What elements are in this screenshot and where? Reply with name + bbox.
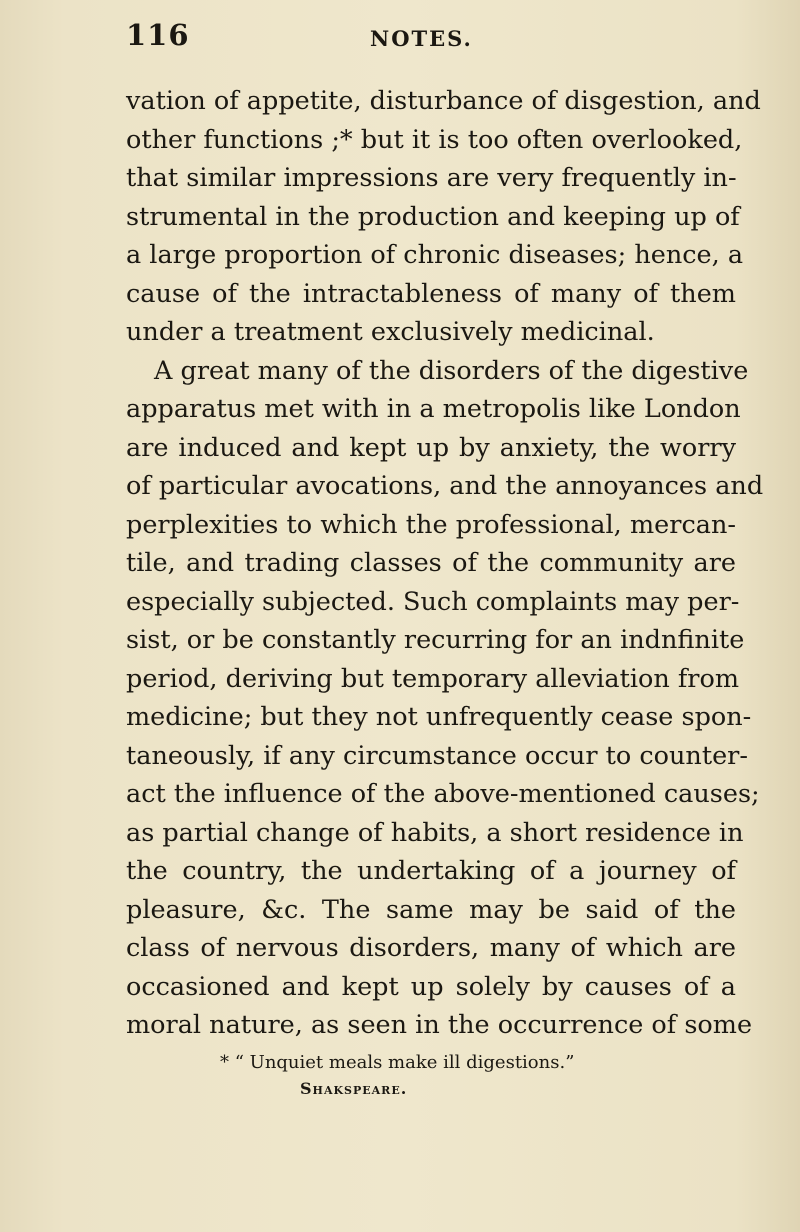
text-line: cause of the intractableness of many of them: [126, 278, 736, 309]
text-line: pleasure, &c. The same may be said of the: [126, 894, 736, 925]
text-line: under a treatment exclusively medicinal.: [126, 317, 655, 347]
text-line: taneously, if any circumstance occur to counter-: [126, 740, 748, 771]
running-head: NOTES.: [370, 26, 473, 51]
page-number: 116: [126, 18, 190, 52]
text-line: moral nature, as seen in the occurrence of some: [126, 1010, 753, 1040]
text-line: of particular avocations, and the annoyances and: [126, 471, 764, 501]
text-line: especially subjected. Such complaints may per-: [126, 586, 740, 617]
text-line: class of nervous disorders, many of which are: [126, 933, 736, 963]
footnote-quote: * “ Unquiet meals make ill digestions.”: [220, 1052, 575, 1073]
text-line: the country, the undertaking of a journey of: [126, 856, 736, 886]
text-line: period, deriving but temporary alleviation from: [126, 663, 740, 694]
text-line: perplexities to which the professional, mercan-: [126, 509, 736, 540]
text-line: apparatus met with in a metropolis like London: [126, 394, 741, 424]
text-line: sist, or be constantly recurring for an indnfinite: [126, 625, 745, 655]
text-line: occasioned and kept up solely by causes of a: [126, 971, 736, 1002]
text-line: that similar impressions are very frequently in-: [126, 163, 737, 193]
text-line: vation of appetite, disturbance of disgestion, and: [126, 86, 761, 116]
text-line: act the influence of the above-mentioned causes;: [126, 779, 760, 809]
text-line: strumental in the production and keeping up of: [126, 201, 740, 232]
footnote-attribution: Shakspeare.: [300, 1079, 408, 1098]
text-line: a large proportion of chronic diseases; hence, a: [126, 240, 744, 270]
text-line: as partial change of habits, a short residence in: [126, 817, 744, 848]
text-line: other functions ;* but it is too often overlooked,: [126, 124, 743, 155]
text-line: A great many of the disorders of the digestive: [154, 355, 749, 386]
text-line: tile, and trading classes of the community are: [126, 548, 736, 578]
body-text: [126, 82, 764, 1045]
page-header: [0, 18, 800, 58]
text-line: are induced and kept up by anxiety, the worry: [126, 432, 736, 463]
text-line: medicine; but they not unfrequently cease spon-: [126, 702, 752, 732]
footnote: [220, 1050, 720, 1102]
